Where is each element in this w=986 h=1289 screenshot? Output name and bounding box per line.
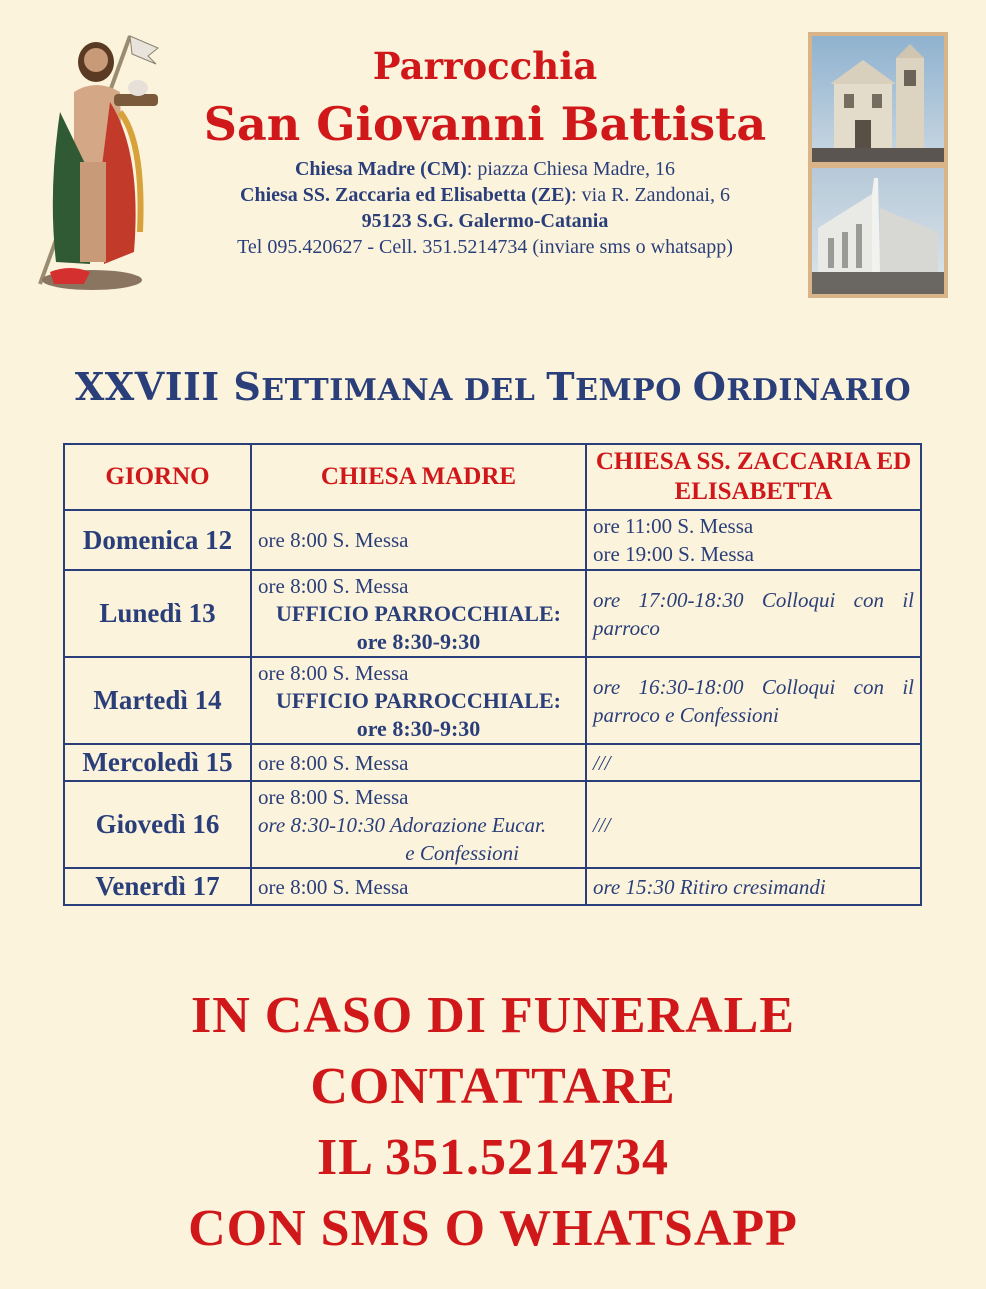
parish-header (170, 40, 800, 260)
cm-cell: ore 8:00 S. Messa ore 8:30-10:30 Adorazione Eucar. e Confessioni (251, 781, 586, 868)
header-giorno: GIORNO (64, 444, 251, 510)
funeral-notice (0, 980, 986, 1264)
table-header-row (64, 444, 921, 510)
funeral-line-2: CONTATTARE (310, 1058, 676, 1115)
schedule-table (63, 443, 922, 906)
table-row (64, 657, 921, 744)
ze-cell: ore 11:00 S. Messa ore 19:00 S. Messa (586, 510, 921, 570)
cm-cell: ore 8:00 S. Messa UFFICIO PARROCCHIALE: ore 8:30-9:30 (251, 570, 586, 657)
table-row (64, 510, 921, 570)
ze-cell: ore 17:00-18:30 Colloqui con il parroco (586, 570, 921, 657)
header-chiesa-madre: CHIESA MADRE (251, 444, 586, 510)
address-line-cm: Chiesa Madre (CM): piazza Chiesa Madre, 16 (294, 158, 676, 180)
chiesa-madre-photo (812, 36, 944, 162)
ze-cell: ore 15:30 Ritiro cresimandi (586, 868, 921, 905)
funeral-phone: IL 351.5214734 (316, 1129, 670, 1186)
cm-cell: ore 8:00 S. Messa UFFICIO PARROCCHIALE: ore 8:30-9:30 (251, 657, 586, 744)
header-chiesa-ze: CHIESA SS. ZACCARIA ED ELISABETTA (586, 444, 921, 510)
ze-cell: ore 16:30-18:00 Colloqui con il parroco e Confessioni (586, 657, 921, 744)
cm-cell: ore 8:00 S. Messa (251, 510, 586, 570)
cm-cell: ore 8:00 S. Messa (251, 868, 586, 905)
day-cell: Venerdì 17 (64, 868, 251, 905)
table-row (64, 868, 921, 905)
table-row (64, 744, 921, 781)
church-photos (808, 32, 948, 298)
funeral-line-1: IN CASO DI FUNERALE (190, 987, 796, 1044)
chiesa-ze-photo (812, 168, 944, 294)
table-row (64, 570, 921, 657)
saint-statue-image (30, 32, 165, 294)
address-city: 95123 S.G. Galermo-Catania (361, 210, 609, 232)
day-cell: Mercoledì 15 (64, 744, 251, 781)
parish-label: Parrocchia (372, 44, 598, 88)
parish-name: San Giovanni Battista (203, 97, 767, 151)
day-cell: Domenica 12 (64, 510, 251, 570)
day-cell: Giovedì 16 (64, 781, 251, 868)
day-cell: Martedì 14 (64, 657, 251, 744)
ze-cell: /// (586, 781, 921, 868)
funeral-line-4: CON SMS O WHATSAPP (188, 1200, 798, 1257)
address-line-ze: Chiesa SS. Zaccaria ed Elisabetta (ZE): via R. Zandonai, 6 (240, 184, 730, 206)
table-row (64, 781, 921, 868)
ze-cell: /// (586, 744, 921, 781)
cm-cell: ore 8:00 S. Messa (251, 744, 586, 781)
contact-phones: Tel 095.420627 - Cell. 351.5214734 (inviare sms o whatsapp) (237, 236, 733, 258)
address-block (170, 156, 800, 260)
day-cell: Lunedì 13 (64, 570, 251, 657)
week-title: XXVIII SETTIMANA DEL TEMPO ORDINARIO (74, 364, 912, 409)
